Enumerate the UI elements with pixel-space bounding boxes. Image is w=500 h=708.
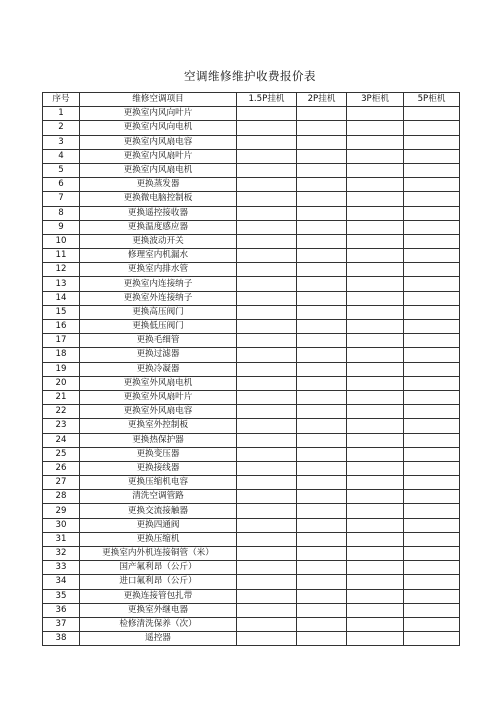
price-cell-5p[interactable]: [404, 305, 460, 319]
price-cell-1-5p[interactable]: [237, 135, 297, 149]
row-number: 28: [43, 490, 80, 504]
price-cell-5p[interactable]: [404, 263, 460, 277]
price-cell-1-5p[interactable]: [237, 518, 297, 532]
price-cell-5p[interactable]: [404, 121, 460, 135]
table-row: [43, 447, 460, 461]
price-cell-2p[interactable]: [297, 561, 347, 575]
row-repair-item: 国产氟利昂（公斤）: [80, 561, 237, 575]
price-cell-2p[interactable]: [297, 617, 347, 631]
price-cell-2p[interactable]: [297, 348, 347, 362]
row-repair-item: 检修清洗保养（次）: [80, 617, 237, 631]
price-cell-5p[interactable]: [404, 249, 460, 263]
table-row: [43, 249, 460, 263]
header-2p-wall-unit: 2P挂机: [297, 93, 347, 107]
price-cell-3p[interactable]: [347, 419, 404, 433]
row-repair-item: 更换遥控接收器: [80, 206, 237, 220]
price-cell-1-5p[interactable]: [237, 561, 297, 575]
row-number: 30: [43, 518, 80, 532]
row-repair-item: 更换压缩机电容: [80, 476, 237, 490]
table-row: [43, 178, 460, 192]
price-cell-1-5p[interactable]: [237, 447, 297, 461]
row-repair-item: 更换室外风扇叶片: [80, 390, 237, 404]
price-cell-3p[interactable]: [347, 192, 404, 206]
row-repair-item: 更换连接管包扎带: [80, 589, 237, 603]
price-cell-5p[interactable]: [404, 476, 460, 490]
row-repair-item: 更换低压阀门: [80, 320, 237, 334]
price-cell-2p[interactable]: [297, 249, 347, 263]
row-repair-item: 进口氟利昂（公斤）: [80, 575, 237, 589]
table-row: [43, 390, 460, 404]
table-row: [43, 376, 460, 390]
row-number: 27: [43, 476, 80, 490]
header-1-5p-wall-unit: 1.5P挂机: [237, 93, 297, 107]
price-cell-2p[interactable]: [297, 135, 347, 149]
price-cell-1-5p[interactable]: [237, 320, 297, 334]
row-repair-item: 更换室内风向叶片: [80, 107, 237, 121]
price-cell-3p[interactable]: [347, 447, 404, 461]
price-cell-5p[interactable]: [404, 390, 460, 404]
price-cell-3p[interactable]: [347, 532, 404, 546]
price-cell-3p[interactable]: [347, 589, 404, 603]
row-number: 36: [43, 603, 80, 617]
price-cell-3p[interactable]: [347, 249, 404, 263]
row-number: 10: [43, 234, 80, 248]
price-cell-2p[interactable]: [297, 504, 347, 518]
table-row: [43, 334, 460, 348]
price-cell-1-5p[interactable]: [237, 334, 297, 348]
row-repair-item: 更换室外风扇电容: [80, 405, 237, 419]
table-row: [43, 348, 460, 362]
row-repair-item: 更换压缩机: [80, 532, 237, 546]
price-cell-1-5p[interactable]: [237, 390, 297, 404]
header-number: 序号: [43, 93, 80, 107]
row-repair-item: 更换四通阀: [80, 518, 237, 532]
row-number: 5: [43, 163, 80, 177]
price-cell-5p[interactable]: [404, 192, 460, 206]
table-row: [43, 277, 460, 291]
price-cell-1-5p[interactable]: [237, 121, 297, 135]
table-row: [43, 206, 460, 220]
price-cell-2p[interactable]: [297, 575, 347, 589]
table-row: [43, 192, 460, 206]
price-cell-3p[interactable]: [347, 617, 404, 631]
row-number: 3: [43, 135, 80, 149]
price-cell-5p[interactable]: [404, 575, 460, 589]
table-row: [43, 589, 460, 603]
price-cell-1-5p[interactable]: [237, 376, 297, 390]
row-number: 21: [43, 390, 80, 404]
price-cell-2p[interactable]: [297, 419, 347, 433]
price-cell-1-5p[interactable]: [237, 632, 297, 646]
price-cell-1-5p[interactable]: [237, 291, 297, 305]
row-repair-item: 更换室内风扇叶片: [80, 149, 237, 163]
row-repair-item: 更换微电脑控制板: [80, 192, 237, 206]
document-title: 空调维修维护收费报价表: [184, 69, 316, 83]
price-cell-5p[interactable]: [404, 547, 460, 561]
price-cell-3p[interactable]: [347, 461, 404, 475]
price-cell-1-5p[interactable]: [237, 305, 297, 319]
price-cell-1-5p[interactable]: [237, 234, 297, 248]
price-cell-5p[interactable]: [404, 334, 460, 348]
price-cell-1-5p[interactable]: [237, 107, 297, 121]
price-cell-2p[interactable]: [297, 632, 347, 646]
price-cell-3p[interactable]: [347, 149, 404, 163]
table-row: [43, 547, 460, 561]
price-cell-5p[interactable]: [404, 461, 460, 475]
price-cell-5p[interactable]: [404, 589, 460, 603]
price-cell-3p[interactable]: [347, 305, 404, 319]
row-number: 13: [43, 277, 80, 291]
table-row: [43, 405, 460, 419]
price-cell-5p[interactable]: [404, 603, 460, 617]
price-cell-2p[interactable]: [297, 121, 347, 135]
row-number: 7: [43, 192, 80, 206]
price-cell-2p[interactable]: [297, 149, 347, 163]
price-cell-1-5p[interactable]: [237, 163, 297, 177]
price-cell-1-5p[interactable]: [237, 532, 297, 546]
price-cell-3p[interactable]: [347, 390, 404, 404]
table-row: [43, 433, 460, 447]
price-cell-1-5p[interactable]: [237, 249, 297, 263]
row-repair-item: 更换室内外机连接铜管（米）: [80, 547, 237, 561]
price-cell-3p[interactable]: [347, 206, 404, 220]
price-cell-5p[interactable]: [404, 348, 460, 362]
price-cell-3p[interactable]: [347, 490, 404, 504]
table-row: [43, 532, 460, 546]
row-number: 19: [43, 362, 80, 376]
price-cell-2p[interactable]: [297, 490, 347, 504]
row-repair-item: 更换波动开关: [80, 234, 237, 248]
price-cell-1-5p[interactable]: [237, 405, 297, 419]
price-cell-5p[interactable]: [404, 149, 460, 163]
price-cell-2p[interactable]: [297, 405, 347, 419]
price-cell-5p[interactable]: [404, 107, 460, 121]
row-number: 8: [43, 206, 80, 220]
price-cell-3p[interactable]: [347, 334, 404, 348]
price-cell-2p[interactable]: [297, 390, 347, 404]
row-repair-item: 更换蒸发器: [80, 178, 237, 192]
price-cell-2p[interactable]: [297, 163, 347, 177]
price-cell-5p[interactable]: [404, 376, 460, 390]
price-cell-1-5p[interactable]: [237, 490, 297, 504]
row-repair-item: 更换室内风向电机: [80, 121, 237, 135]
price-cell-1-5p[interactable]: [237, 206, 297, 220]
price-cell-5p[interactable]: [404, 518, 460, 532]
price-cell-1-5p[interactable]: [237, 617, 297, 631]
table-row: [43, 163, 460, 177]
row-number: 12: [43, 263, 80, 277]
table-row: [43, 603, 460, 617]
price-cell-2p[interactable]: [297, 107, 347, 121]
row-repair-item: 更换室外继电器: [80, 603, 237, 617]
price-cell-2p[interactable]: [297, 589, 347, 603]
price-cell-1-5p[interactable]: [237, 348, 297, 362]
price-cell-3p[interactable]: [347, 476, 404, 490]
row-repair-item: 更换室内排水管: [80, 263, 237, 277]
row-number: 29: [43, 504, 80, 518]
price-cell-2p[interactable]: [297, 518, 347, 532]
row-number: 32: [43, 547, 80, 561]
price-cell-5p[interactable]: [404, 532, 460, 546]
price-cell-5p[interactable]: [404, 220, 460, 234]
row-number: 35: [43, 589, 80, 603]
price-cell-2p[interactable]: [297, 362, 347, 376]
header-5p-cabinet-unit: 5P柜机: [404, 93, 460, 107]
table-row: [43, 234, 460, 248]
price-cell-3p[interactable]: [347, 632, 404, 646]
price-cell-5p[interactable]: [404, 163, 460, 177]
row-number: 11: [43, 249, 80, 263]
row-repair-item: 更换热保护器: [80, 433, 237, 447]
row-number: 25: [43, 447, 80, 461]
price-cell-3p[interactable]: [347, 320, 404, 334]
table-row: [43, 461, 460, 475]
table-row: [43, 561, 460, 575]
price-table: [42, 92, 460, 646]
price-cell-3p[interactable]: [347, 163, 404, 177]
table-row: [43, 263, 460, 277]
price-cell-5p[interactable]: [404, 419, 460, 433]
price-cell-5p[interactable]: [404, 277, 460, 291]
row-repair-item: 更换变压器: [80, 447, 237, 461]
price-cell-1-5p[interactable]: [237, 547, 297, 561]
price-cell-5p[interactable]: [404, 561, 460, 575]
price-cell-1-5p[interactable]: [237, 476, 297, 490]
price-cell-5p[interactable]: [404, 433, 460, 447]
price-cell-2p[interactable]: [297, 334, 347, 348]
price-cell-1-5p[interactable]: [237, 362, 297, 376]
price-cell-1-5p[interactable]: [237, 461, 297, 475]
price-cell-1-5p[interactable]: [237, 192, 297, 206]
header-repair-item: 维修空调项目: [80, 93, 237, 107]
price-cell-3p[interactable]: [347, 348, 404, 362]
price-cell-5p[interactable]: [404, 291, 460, 305]
row-number: 37: [43, 617, 80, 631]
price-cell-1-5p[interactable]: [237, 589, 297, 603]
table-row: [43, 220, 460, 234]
row-repair-item: 更换室内连接纳子: [80, 277, 237, 291]
price-cell-1-5p[interactable]: [237, 263, 297, 277]
price-cell-1-5p[interactable]: [237, 178, 297, 192]
price-cell-2p[interactable]: [297, 220, 347, 234]
price-cell-2p[interactable]: [297, 547, 347, 561]
table-body: [43, 107, 460, 646]
price-cell-3p[interactable]: [347, 277, 404, 291]
price-cell-1-5p[interactable]: [237, 433, 297, 447]
row-repair-item: 更换过滤器: [80, 348, 237, 362]
row-repair-item: 更换室外控制板: [80, 419, 237, 433]
row-repair-item: 更换高压阀门: [80, 305, 237, 319]
row-number: 16: [43, 320, 80, 334]
table-row: [43, 320, 460, 334]
price-cell-3p[interactable]: [347, 135, 404, 149]
price-cell-3p[interactable]: [347, 561, 404, 575]
row-repair-item: 遥控器: [80, 632, 237, 646]
price-cell-5p[interactable]: [404, 632, 460, 646]
table-row: [43, 518, 460, 532]
price-cell-2p[interactable]: [297, 376, 347, 390]
row-number: 6: [43, 178, 80, 192]
price-cell-2p[interactable]: [297, 263, 347, 277]
row-number: 2: [43, 121, 80, 135]
price-cell-2p[interactable]: [297, 234, 347, 248]
price-cell-3p[interactable]: [347, 547, 404, 561]
price-cell-2p[interactable]: [297, 320, 347, 334]
table-row: [43, 362, 460, 376]
row-number: 22: [43, 405, 80, 419]
table-row: [43, 305, 460, 319]
price-cell-5p[interactable]: [404, 178, 460, 192]
price-cell-2p[interactable]: [297, 532, 347, 546]
price-cell-2p[interactable]: [297, 192, 347, 206]
row-number: 15: [43, 305, 80, 319]
row-number: 9: [43, 220, 80, 234]
row-number: 23: [43, 419, 80, 433]
price-cell-2p[interactable]: [297, 291, 347, 305]
price-cell-1-5p[interactable]: [237, 149, 297, 163]
price-cell-5p[interactable]: [404, 206, 460, 220]
price-cell-3p[interactable]: [347, 234, 404, 248]
row-repair-item: 更换室外风扇电机: [80, 376, 237, 390]
price-cell-2p[interactable]: [297, 433, 347, 447]
price-cell-3p[interactable]: [347, 376, 404, 390]
row-number: 26: [43, 461, 80, 475]
price-cell-2p[interactable]: [297, 461, 347, 475]
price-cell-2p[interactable]: [297, 476, 347, 490]
price-cell-3p[interactable]: [347, 433, 404, 447]
row-number: 18: [43, 348, 80, 362]
row-number: 34: [43, 575, 80, 589]
row-number: 14: [43, 291, 80, 305]
row-number: 20: [43, 376, 80, 390]
price-cell-3p[interactable]: [347, 121, 404, 135]
price-cell-1-5p[interactable]: [237, 220, 297, 234]
price-cell-1-5p[interactable]: [237, 603, 297, 617]
price-cell-2p[interactable]: [297, 277, 347, 291]
price-cell-5p[interactable]: [404, 490, 460, 504]
price-cell-3p[interactable]: [347, 362, 404, 376]
row-repair-item: 更换接线器: [80, 461, 237, 475]
row-number: 33: [43, 561, 80, 575]
row-repair-item: 更换室内风扇电容: [80, 135, 237, 149]
price-cell-3p[interactable]: [347, 291, 404, 305]
price-cell-5p[interactable]: [404, 447, 460, 461]
price-cell-5p[interactable]: [404, 405, 460, 419]
price-cell-3p[interactable]: [347, 518, 404, 532]
price-cell-5p[interactable]: [404, 234, 460, 248]
price-cell-3p[interactable]: [347, 220, 404, 234]
table-row: [43, 121, 460, 135]
price-cell-1-5p[interactable]: [237, 504, 297, 518]
price-cell-2p[interactable]: [297, 603, 347, 617]
price-cell-5p[interactable]: [404, 135, 460, 149]
row-repair-item: 修理室内机漏水: [80, 249, 237, 263]
price-cell-3p[interactable]: [347, 107, 404, 121]
price-cell-3p[interactable]: [347, 263, 404, 277]
price-cell-1-5p[interactable]: [237, 575, 297, 589]
table-row: [43, 107, 460, 121]
header-3p-cabinet-unit: 3P柜机: [347, 93, 404, 107]
price-cell-2p[interactable]: [297, 447, 347, 461]
table-row: [43, 632, 460, 646]
row-repair-item: 更换温度感应器: [80, 220, 237, 234]
row-number: 31: [43, 532, 80, 546]
price-cell-2p[interactable]: [297, 178, 347, 192]
table-row: [43, 476, 460, 490]
table-row: [43, 490, 460, 504]
header-row: [43, 93, 460, 107]
row-number: 4: [43, 149, 80, 163]
table-row: [43, 575, 460, 589]
price-cell-3p[interactable]: [347, 603, 404, 617]
price-cell-2p[interactable]: [297, 206, 347, 220]
table-row: [43, 291, 460, 305]
table-row: [43, 504, 460, 518]
table-row: [43, 617, 460, 631]
price-cell-3p[interactable]: [347, 504, 404, 518]
row-repair-item: 更换室外连接纳子: [80, 291, 237, 305]
price-cell-2p[interactable]: [297, 305, 347, 319]
row-number: 1: [43, 107, 80, 121]
row-repair-item: 更换毛细管: [80, 334, 237, 348]
row-repair-item: 更换冷凝器: [80, 362, 237, 376]
table-row: [43, 135, 460, 149]
price-cell-5p[interactable]: [404, 320, 460, 334]
row-number: 38: [43, 632, 80, 646]
price-cell-1-5p[interactable]: [237, 419, 297, 433]
row-repair-item: 更换室内风扇电机: [80, 163, 237, 177]
price-cell-3p[interactable]: [347, 575, 404, 589]
row-repair-item: 清洗空调管路: [80, 490, 237, 504]
price-cell-1-5p[interactable]: [237, 277, 297, 291]
price-cell-5p[interactable]: [404, 362, 460, 376]
table-row: [43, 419, 460, 433]
price-cell-3p[interactable]: [347, 405, 404, 419]
table-row: [43, 149, 460, 163]
price-cell-5p[interactable]: [404, 504, 460, 518]
row-repair-item: 更换交流接触器: [80, 504, 237, 518]
price-cell-5p[interactable]: [404, 617, 460, 631]
row-number: 24: [43, 433, 80, 447]
row-number: 17: [43, 334, 80, 348]
price-cell-3p[interactable]: [347, 178, 404, 192]
